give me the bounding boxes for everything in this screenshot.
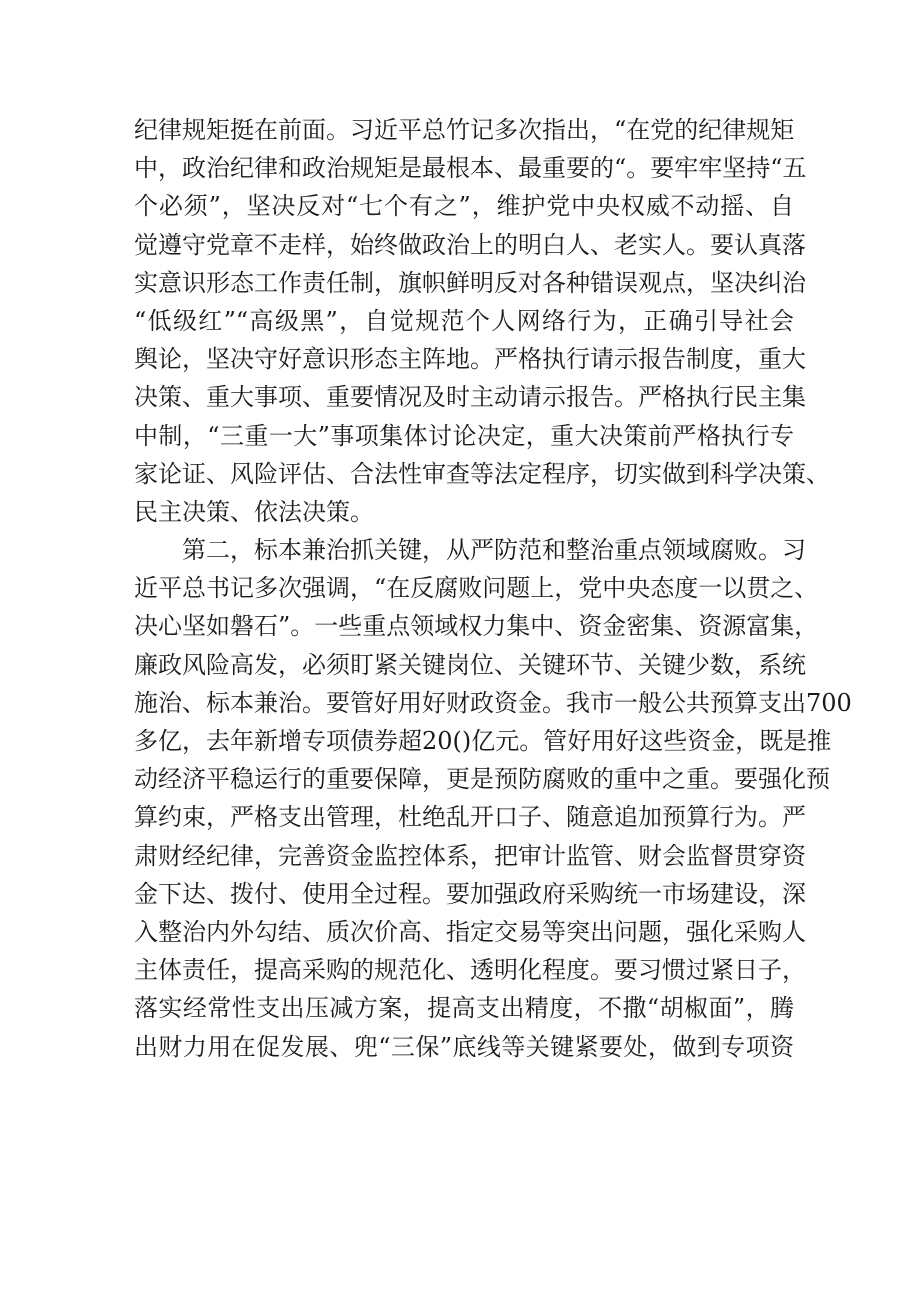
text-line: 算约束，严格支出管理，杜绝乱开口子、随意追加预算行为。严 <box>134 803 806 832</box>
text-line: 近平总书记多次强调，“在反腐败问题上，党中央态度一以贯之、 <box>134 574 819 603</box>
text-line: 决心坚如磐石”。一些重点领域权力集中、资金密集、资源富集， <box>134 612 819 641</box>
text-line: 入整治内外勾结、质次价高、指定交易等突出问题，强化采购人 <box>134 917 806 946</box>
text-line: “低级红”“高级黑”，自觉规范个人网络行为，正确引导社会 <box>134 306 794 335</box>
text-line: 实意识形态工作责任制，旗帜鲜明反对各种错误观点，坚决纠治 <box>134 268 806 297</box>
text-line: 廉政风险高发，必须盯紧关键岗位、关键环节、关键少数，系统 <box>134 650 806 679</box>
text-line: 家论证、风险评估、合法性审查等法定程序，切实做到科学决策、 <box>134 459 830 488</box>
text-line: 中，政治纪律和政治规矩是最根本、最重要的“。要牢牢坚持“五 <box>134 154 807 183</box>
text-line: 主体责任，提高采购的规范化、透明化程度。要习惯过紧日子， <box>134 956 806 985</box>
document-body <box>134 111 852 1066</box>
text-line: 金下达、拨付、使用全过程。要加强政府采购统一市场建设，深 <box>134 879 806 908</box>
paragraph-end-line: 民主决策、依法决策。 <box>134 497 374 526</box>
text-line: 出财力用在促发展、兜“三保”底线等关键紧要处，做到专项资 <box>134 1032 794 1061</box>
text-line: 动经济平稳运行的重要保障，更是预防腐败的重中之重。要强化预 <box>134 765 830 794</box>
text-line: 落实经常性支出压减方案，提高支出精度，不撒“胡椒面”，腾 <box>134 994 794 1023</box>
text-line: 肃财经纪律，完善资金监控体系，把审计监管、财会监督贯穿资 <box>134 841 806 870</box>
text-line: 舆论，坚决守好意识形态主阵地。严格执行请示报告制度，重大 <box>134 345 806 374</box>
text-line: 中制，“三重一大”事项集体讨论决定，重大决策前严格执行专 <box>134 421 794 450</box>
paragraph-first-line: 第二，标本兼治抓关键，从严防范和整治重点领域腐败。习 <box>182 536 806 565</box>
text-line: 多亿，去年新增专项债券超20()亿元。管好用好这些资金，既是推 <box>134 727 832 755</box>
text-line: 个必须”，坚决反对“七个有之”，维护党中央权威不动摇、自 <box>134 192 794 221</box>
text-line: 纪律规矩挺在前面。习近平总竹记多次指出，“在党的纪律规矩 <box>134 116 795 144</box>
text-line: 觉遵守党章不走样，始终做政治上的明白人、老实人。要认真落 <box>134 230 806 259</box>
text-line: 施治、标本兼治。要管好用好财政资金。我市一般公共预算支出700 <box>134 688 852 717</box>
text-line: 决策、重大事项、重要情况及时主动请示报告。严格执行民主集 <box>134 383 806 412</box>
